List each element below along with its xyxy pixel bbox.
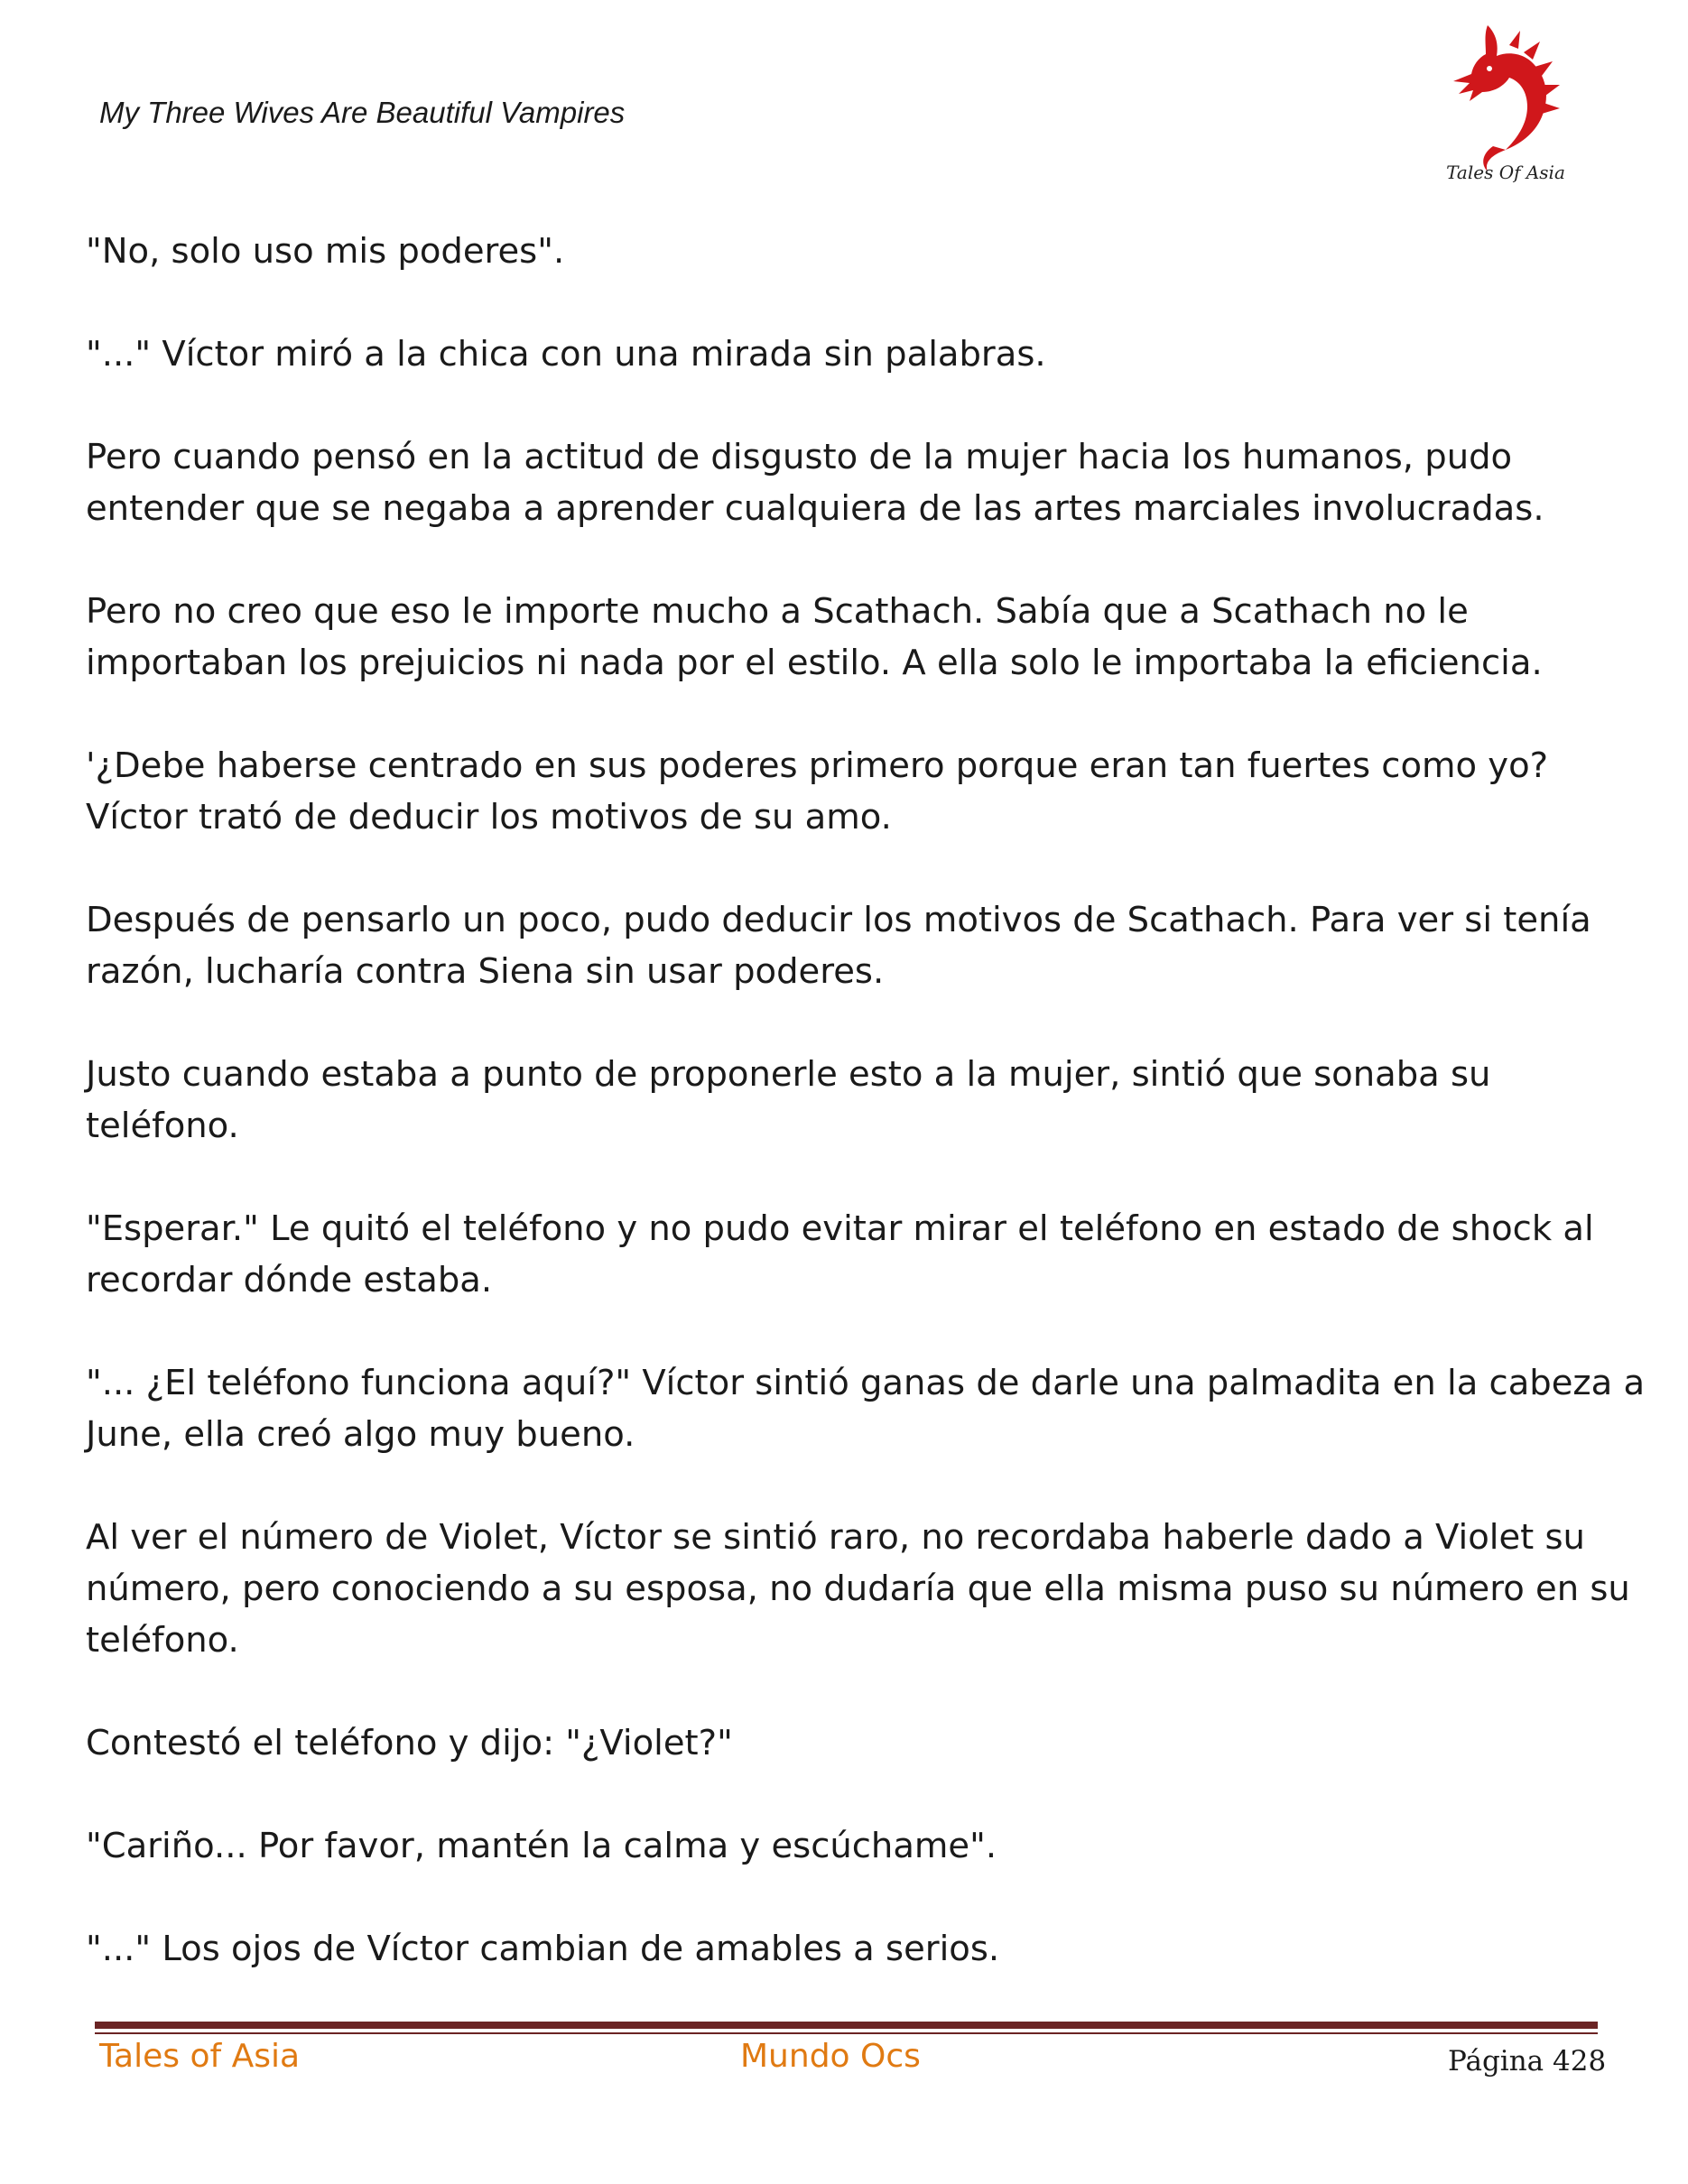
text-line: "... ¿El teléfono funciona aquí?" Víctor sintió ganas de darle una palmadita en la cabeza a (86, 1363, 1646, 1403)
paragraph (86, 1203, 1620, 1306)
text-line: recordar dónde estaba. (86, 1260, 493, 1300)
paragraph (86, 1717, 1620, 1769)
text-line: Justo cuando estaba a punto de proponerle esto a la mujer, sintió que sonaba su (86, 1054, 1491, 1095)
text-line: "..." Víctor miró a la chica con una mirada sin palabras. (86, 334, 1046, 375)
text-line: teléfono. (86, 1106, 239, 1146)
paragraph (86, 329, 1620, 380)
footer-site-name: Tales of Asia (99, 2038, 301, 2075)
paragraph (86, 740, 1620, 843)
text-line: teléfono. (86, 1620, 239, 1661)
footer-rule-thin (95, 2032, 1598, 2034)
text-line: Después de pensarlo un poco, pudo deducir los motivos de Scathach. Para ver si tenía (86, 900, 1591, 940)
text-line: Contestó el teléfono y dijo: "¿Violet?" (86, 1723, 733, 1763)
text-line: Víctor trató de deducir los motivos de su amo. (86, 797, 892, 838)
page-number: Página 428 (1448, 2045, 1607, 2078)
text-line: '¿Debe haberse centrado en sus poderes primero porque eran tan fuertes como yo? (86, 745, 1549, 786)
text-line: Pero no creo que eso le importe mucho a Scathach. Sabía que a Scathach no le (86, 591, 1469, 632)
text-line: Pero cuando pensó en la actitud de disgusto de la mujer hacia los humanos, pudo (86, 437, 1513, 477)
text-line: Al ver el número de Violet, Víctor se sintió raro, no recordaba haberle dado a Violet su (86, 1517, 1585, 1558)
paragraph (86, 1512, 1630, 1666)
paragraph (86, 1820, 1620, 1872)
text-line: "..." Los ojos de Víctor cambian de amables a serios. (86, 1929, 1000, 1969)
text-line: "Cariño... Por favor, mantén la calma y escúchame". (86, 1826, 997, 1866)
logo-caption: Tales Of Asia (1446, 162, 1565, 183)
text-line: razón, lucharía contra Siena sin usar poderes. (86, 951, 885, 992)
text-line: "Esperar." Le quitó el teléfono y no pudo evitar mirar el teléfono en estado de shock al (86, 1208, 1594, 1249)
paragraph (86, 894, 1620, 997)
paragraph (86, 586, 1620, 689)
text-line: número, pero conociendo a su esposa, no dudaría que ella misma puso su número en su (86, 1569, 1630, 1609)
book-title: My Three Wives Are Beautiful Vampires (99, 96, 626, 129)
text-line: June, ella creó algo muy bueno. (86, 1414, 635, 1455)
footer-rule-thick (95, 2022, 1598, 2029)
footer-section-name: Mundo Ocs (740, 2038, 921, 2075)
paragraph (86, 431, 1620, 534)
text-line: entender que se negaba a aprender cualquiera de las artes marciales involucradas. (86, 488, 1544, 529)
red-dragon-icon (1433, 18, 1578, 185)
paragraph (86, 1923, 1620, 1975)
paragraph (86, 1357, 1646, 1460)
text-line: importaban los prejuicios ni nada por el estilo. A ella solo le importaba la eficiencia. (86, 643, 1543, 683)
chapter-body (86, 226, 1646, 2026)
paragraph (86, 1049, 1620, 1152)
text-line: "No, solo uso mis poderes". (86, 231, 565, 272)
tales-of-asia-logo (1433, 18, 1578, 185)
paragraph (86, 226, 1620, 277)
